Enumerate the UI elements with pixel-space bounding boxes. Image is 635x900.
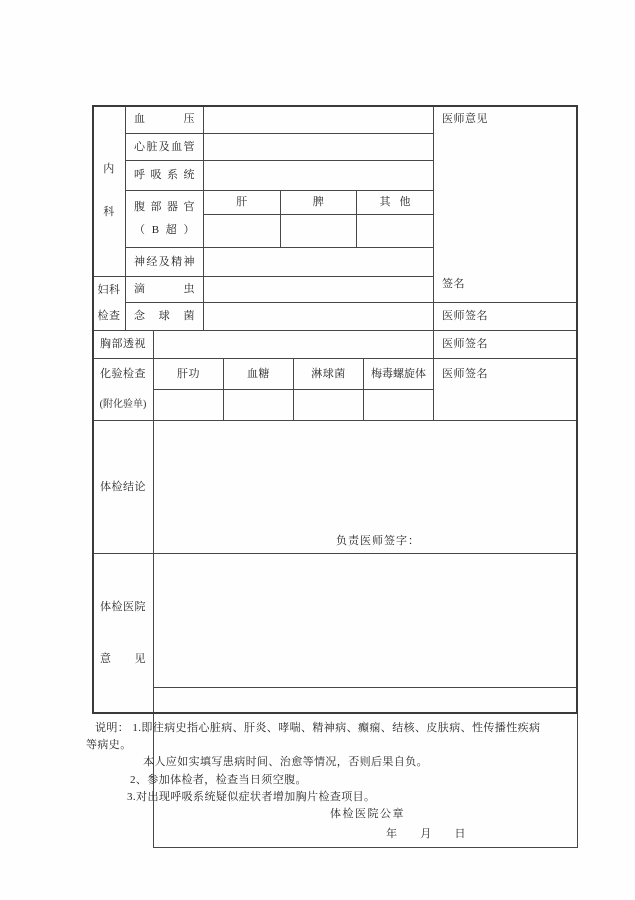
hospital-seal-label: 体检医院公章 [330,808,405,820]
abdominal-organs-label [125,190,204,248]
blood-pressure-label: 血压 [125,105,204,134]
lab-label-line1: 化验检查 [100,367,146,380]
heart-vessels-value-cell [203,133,434,161]
trichomonas-label: 滴虫 [125,276,204,303]
chest-xray-label: 胸部透视 [92,330,154,359]
date-year-label: 年 [386,828,398,840]
abdominal-label-line1: 腹部器官 [134,201,195,213]
note-line-2: 等病史。 [86,739,132,752]
doctor-opinion-cell [433,105,578,303]
blood-pressure-value-cell [203,105,434,134]
doctor-signature-cell-1: 医师签名 [433,302,578,331]
liver-header: 肝 [203,190,281,215]
heart-vessels-label: 心脏及血管 [125,133,204,161]
trichomonas-value-cell [203,276,434,303]
blood-sugar-value-cell [223,389,294,421]
note-line-4: 2、参加体检者，检查当日须空腹。 [130,773,307,786]
candida-value-cell [203,302,434,331]
hospital-opinion-label [92,553,154,714]
doctor-signature-cell-3: 医师签名 [433,358,578,421]
signature-label: 签名 [442,278,465,290]
lab-test-label [92,358,154,421]
chest-xray-value-cell [153,330,434,359]
respiratory-value-cell [203,160,434,191]
treponema-value-cell [363,389,434,421]
respiratory-label: 呼吸系统 [125,160,204,191]
chief-doctor-sign-label: 负责医师签字： [336,535,420,547]
other-value-cell [356,214,434,248]
form-notes [86,720,568,806]
spleen-header: 脾 [280,190,357,215]
note-line-5: 3.对出现呼吸系统疑似症状者增加胸片检查项目。 [127,790,376,803]
gynecology-group-label [92,276,126,331]
other-header: 其他 [356,190,434,215]
date-day-label: 日 [454,828,466,840]
internal-medicine-group-label [92,105,126,277]
gyn-label-line1: 妇科 [97,283,121,296]
note-line-3: 本人应如实填写患病时间、治愈等情况，否则后果自负。 [143,756,428,769]
conclusion-content-cell [153,420,578,554]
date-line [386,828,466,841]
gonococcus-header: 淋球菌 [293,358,364,390]
internal-label-line1: 内 [103,163,115,175]
gyn-label-line2: 检查 [97,310,121,323]
hospital-label-line2: 意见 [100,652,146,665]
nerves-spirit-label: 神经及精神 [125,247,204,277]
abdominal-label-line2: （B超） [134,224,195,236]
candida-label: 念球菌 [125,302,204,331]
doctor-opinion-label: 医师意见 [442,113,488,125]
nerves-spirit-value-cell [203,247,434,277]
conclusion-label: 体检结论 [92,420,154,554]
blood-sugar-header: 血糖 [223,358,294,390]
date-month-label: 月 [420,828,432,840]
doctor-signature-cell-2: 医师签名 [433,330,578,359]
liver-value-cell [203,214,281,248]
hospital-label-line1: 体检医院 [100,601,146,614]
liver-function-value-cell [153,389,224,421]
lab-label-line2: (附化验单) [99,399,147,411]
note-line-1: 说明： 1.即往病史指心脏病、肝炎、哮喘、精神病、癫痫、结核、皮肤病、性传播性疾病 [95,722,541,734]
treponema-header: 梅毒螺旋体 [363,358,434,390]
internal-label-line2: 科 [103,206,115,218]
gonococcus-value-cell [293,389,364,421]
liver-function-header: 肝功 [153,358,224,390]
spleen-value-cell [280,214,357,248]
